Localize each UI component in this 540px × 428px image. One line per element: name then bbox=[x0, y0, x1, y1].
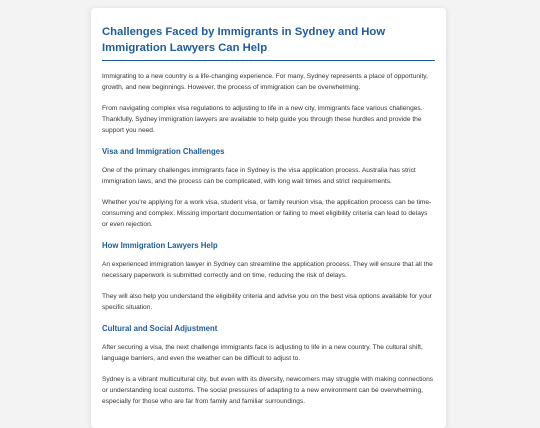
section-paragraph: One of the primary challenges immigrants face in Sydney is the visa application process. Australia has strict immigration laws, and the process can be complicated, with long wait times and strict requirements. bbox=[102, 167, 416, 185]
page-title: Challenges Faced by Immigrants in Sydney and How Immigration Lawyers Can Help bbox=[102, 25, 435, 61]
section-paragraph: Sydney is a vibrant multicultural city, but even with its diversity, newcomers may struggle with making connections or understanding local customs. The social pressures of adapting to a new environment can be overwhelming, especially for those who are far from family and familiar surroundings. bbox=[102, 376, 434, 405]
section-paragraph: An experienced immigration lawyer in Sydney can streamline the application process. They will ensure that all the necessary paperwork is submitted correctly and on time, reducing the risk of delays. bbox=[102, 261, 433, 279]
section-heading-cultural-adjustment: Cultural and Social Adjustment bbox=[102, 324, 218, 333]
section-heading-lawyers-help: How Immigration Lawyers Help bbox=[102, 241, 218, 250]
article-card bbox=[91, 8, 446, 428]
section-heading-visa-challenges: Visa and Immigration Challenges bbox=[102, 147, 225, 156]
section-paragraph: Whether you're applying for a work visa, student visa, or family reunion visa, the application process can be time-consuming and complex. Missing important documentation or failing to meet eligibility criteria can lead to delays or even rejection. bbox=[102, 199, 432, 228]
section-paragraph: After securing a visa, the next challenge immigrants face is adjusting to life in a new country. The cultural shift, language barriers, and even the weather can be difficult to adjust to. bbox=[102, 344, 423, 362]
section-paragraph: They will also help you understand the eligibility criteria and advise you on the best visa options available for your specific situation. bbox=[102, 293, 432, 311]
intro-paragraph-1: Immigrating to a new country is a life-changing experience. For many, Sydney represents a place of opportunity, growth, and new beginnings. However, the process of immigration can be overwhelming. bbox=[102, 73, 428, 91]
intro-paragraph-2: From navigating complex visa regulations to adjusting to life in a new city, immigrants face various challenges. Thankfully, Sydney immigration lawyers are available to help guide you through these hurdles and provide the support you need. bbox=[102, 105, 423, 134]
